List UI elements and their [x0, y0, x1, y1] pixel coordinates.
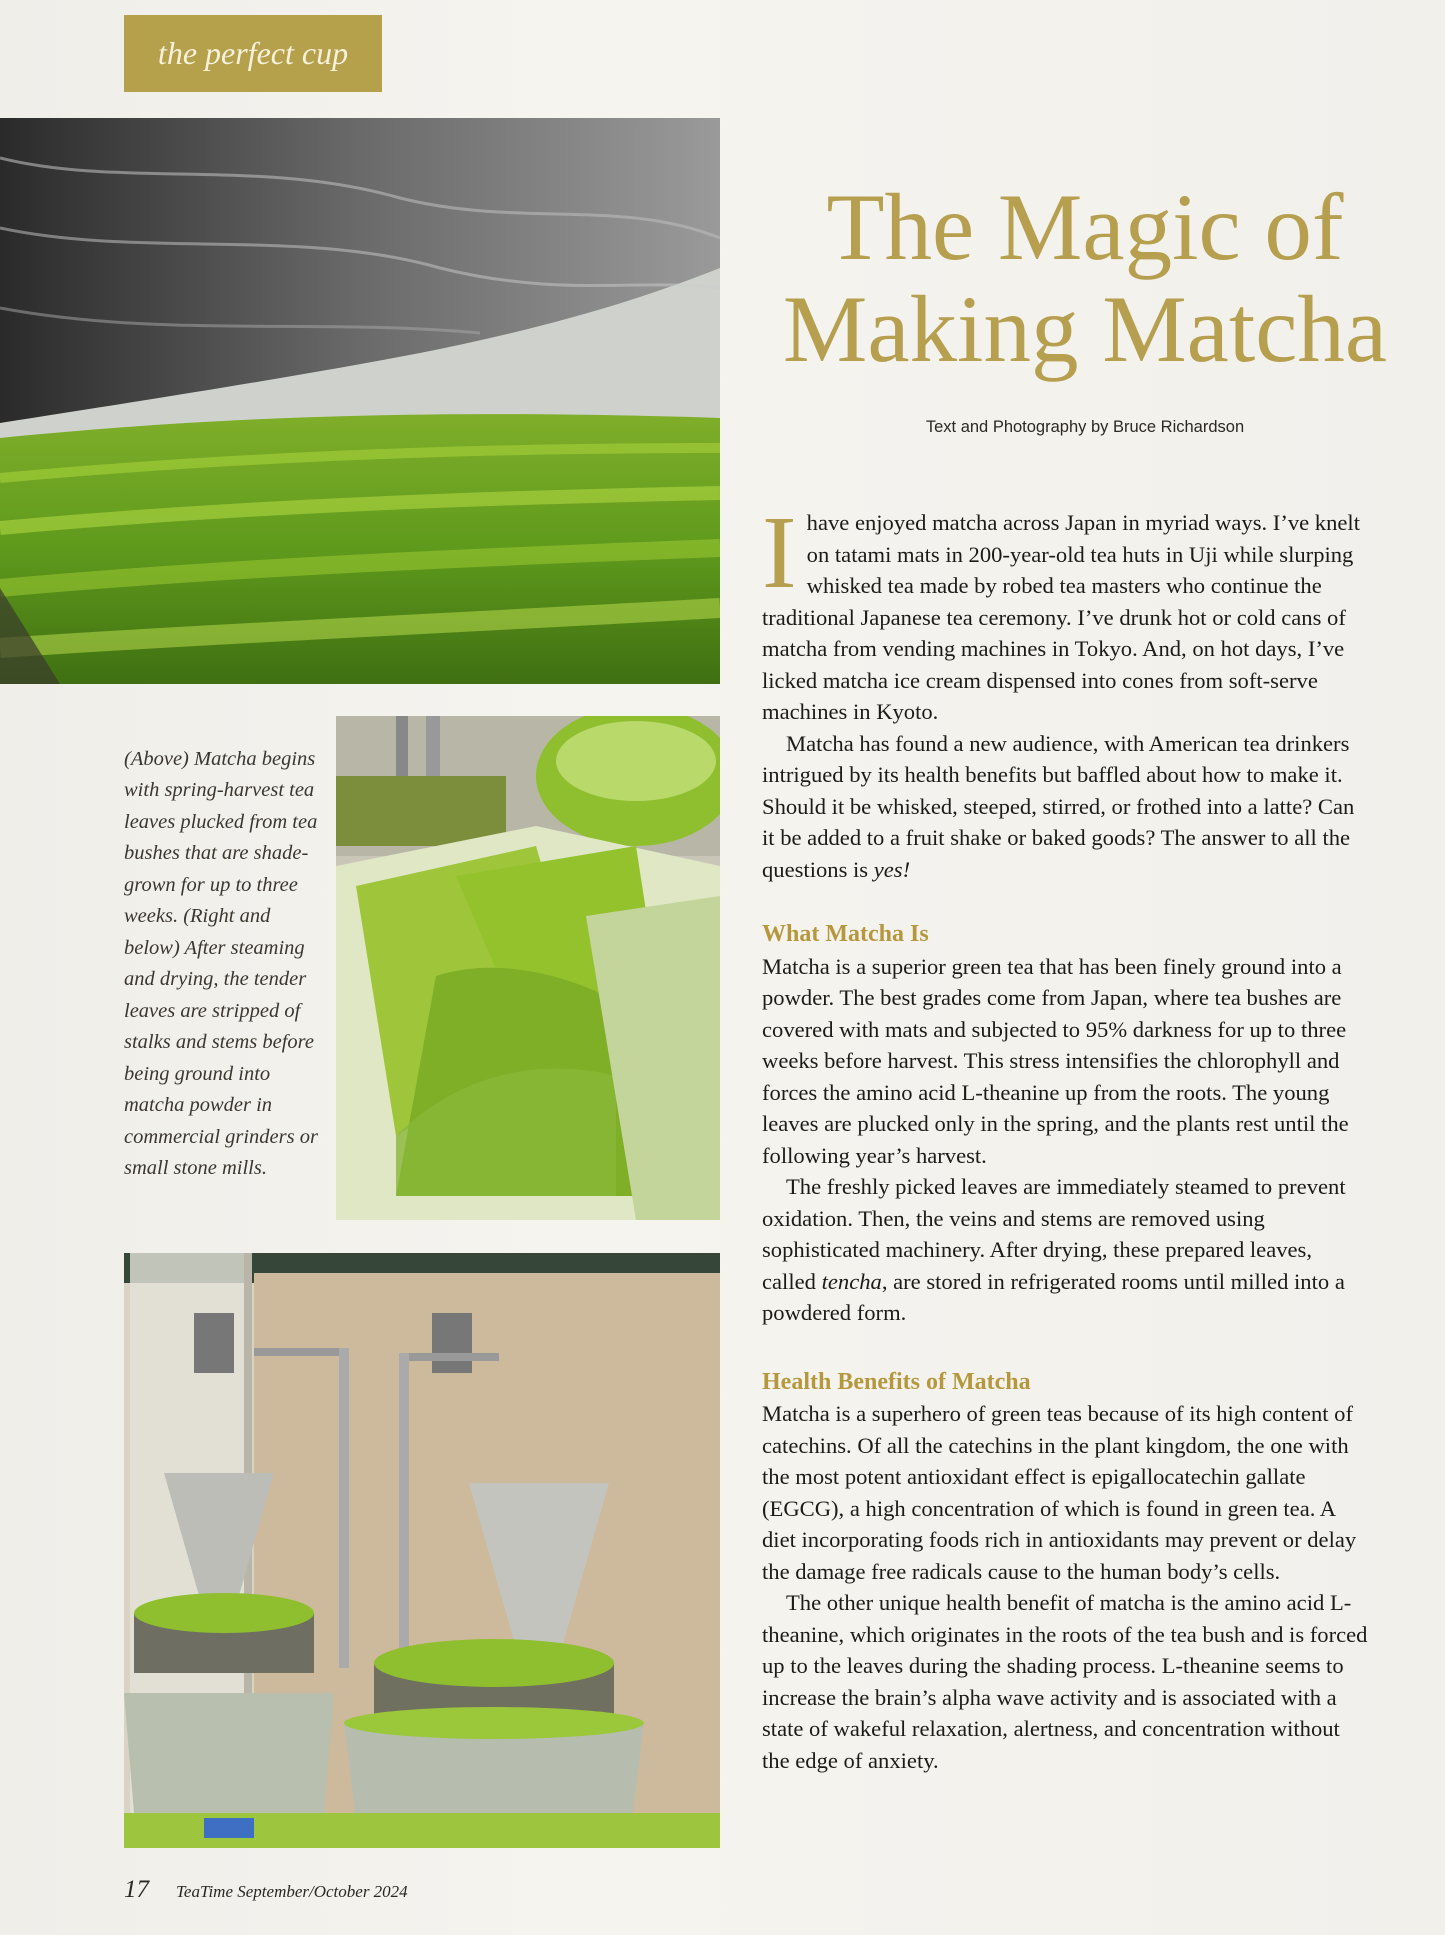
heading-health-benefits: Health Benefits of Matcha: [762, 1368, 1031, 1395]
page-number: 17: [124, 1876, 149, 1903]
section-tag-label: the perfect cup: [157, 35, 349, 71]
paragraph-catechins: Matcha is a superhero of green teas because of its high content of catechins. Of all the catechins in the plant kingdom, the one with the most potent antioxidant effect is epigallocatechin gallate (EGCG), a high concentration of which is found in green tea. A diet incorporating foods rich in antioxidants may prevent or delay the damage free radicals cause to the human body’s cells.: [762, 1401, 1357, 1584]
article-title-line2: Making Matcha: [782, 276, 1388, 382]
emphasis-yes: yes!: [873, 856, 911, 882]
heading-what-matcha-is: What Matcha Is: [762, 921, 929, 947]
paragraph-new-audience-text: Matcha has found a new audience, with American tea drinkers intrigued by its health benefits but baffled about how to make it. Should it be whisked, steeped, stirred, or frothed into a latte? Can it be added to a fruit shake or baked goods? The answer to all the questions is: [762, 730, 1355, 882]
stone-mills-photo: [124, 1253, 720, 1848]
drop-cap: I: [762, 495, 797, 610]
article-title: [740, 176, 1430, 380]
paragraph-tencha-text-b: , are stored in refrigerated rooms until milled into a powdered form.: [762, 1268, 1345, 1325]
paragraph-tencha: [762, 1171, 1370, 1329]
paragraph-intro-text: have enjoyed matcha across Japan in myriad ways. I’ve knelt on tatami mats in 200-year-old tea huts in Uji while slurping whisked tea made by robed tea masters who continue the traditional Japanese tea ceremony. I’ve drunk hot or cold cans of matcha from vending machines in Tokyo. And, on hot days, I’ve licked matcha ice cream dispensed into cones from soft-serve machines in Kyoto.: [762, 510, 1360, 724]
paragraph-l-theanine: The other unique health benefit of matcha is the amino acid L-theanine, which originates in the roots of the tea bush and is forced up to the leaves during the shading process. L-theanine seems to increase the brain’s alpha wave activity and is associated with a state of wakeful relaxation, alertness, and concentration without the edge of anxiety.: [762, 1590, 1368, 1773]
stone-mills-image: [124, 1253, 720, 1848]
issue-info: TeaTime September/October 2024: [176, 1882, 408, 1901]
grinder-photo: [336, 716, 720, 1220]
section-tag: [124, 15, 382, 92]
article-body: [762, 495, 1370, 1776]
tea-field-photo: [0, 118, 720, 684]
byline: Text and Photography by Bruce Richardson: [925, 418, 1245, 436]
paragraph-intro: [762, 495, 1370, 728]
emphasis-tencha: tencha: [821, 1268, 882, 1294]
tea-field-image: [0, 118, 720, 684]
paragraph-new-audience: [762, 728, 1370, 886]
paragraph-what-matcha-is: Matcha is a superior green tea that has been finely ground into a powder. The best grades come from Japan, where tea bushes are covered with mats and subjected to 95% darkness for up to three weeks before harvest. This stress intensifies the chlorophyll and forces the amino acid L-theanine up from the roots. The young leaves are plucked only in the spring, and the plants rest until the following year’s harvest.: [762, 953, 1349, 1168]
photo-caption: (Above) Matcha begins with spring-harvest tea leaves plucked from tea bushes that are shade-grown for up to three weeks. (Right and below) After steaming and drying, the tender leaves are stripped of stalks and stems before being ground into matcha powder in commercial grinders or small stone mills.: [124, 747, 318, 1179]
grinder-image: [336, 716, 720, 1220]
article-title-line1: The Magic of: [826, 174, 1344, 280]
paragraph-tencha-text-a: The freshly picked leaves are immediately steamed to prevent oxidation. Then, the veins and stems are removed using sophisticated machinery. After drying, these prepared leaves, called: [762, 1174, 1346, 1294]
